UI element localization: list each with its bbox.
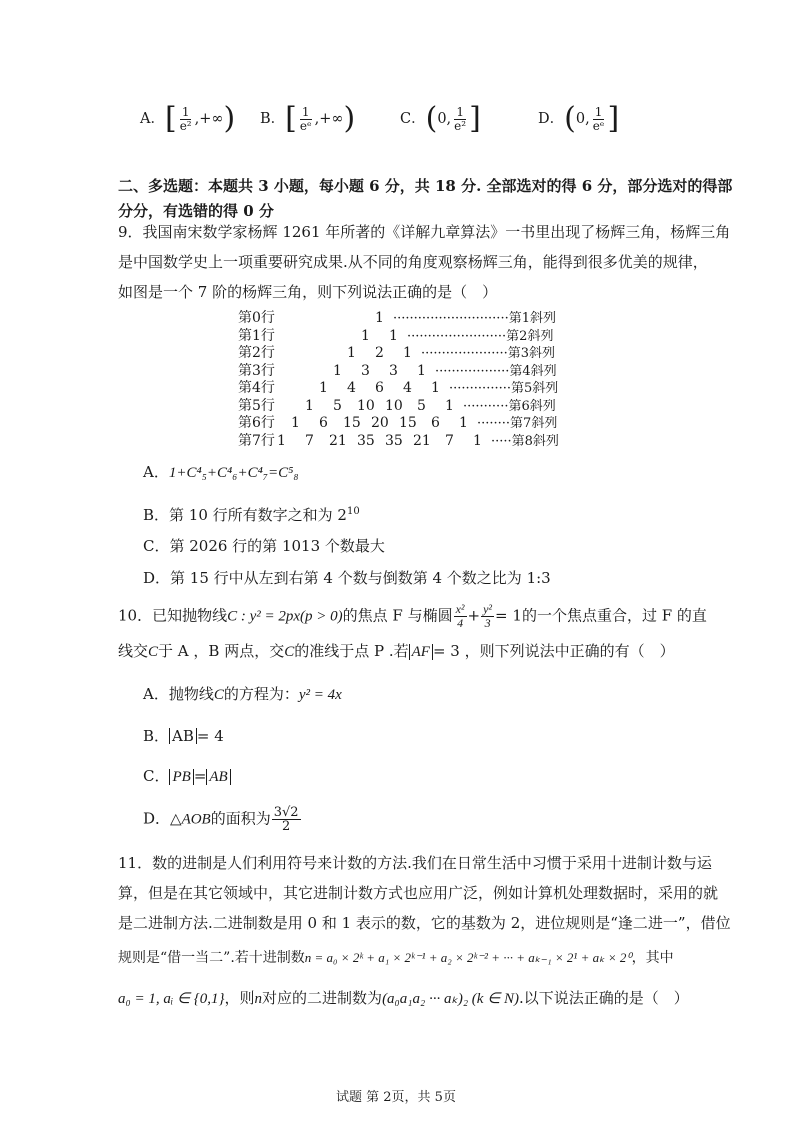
q11-stem-line5	[118, 988, 689, 1009]
text: = 1	[495, 606, 522, 625]
q9-option-b[interactable]	[143, 502, 360, 525]
binary-expansion: n = a₀ × 2ᵏ + a₁ × 2ᵏ⁻¹ + a₂ × 2ᵏ⁻² + ··· + aₖ₋₁ × 2¹ + aₖ × 2⁰	[304, 950, 632, 965]
fraction-x	[454, 603, 467, 630]
text: ，则	[224, 989, 255, 1007]
triangle-number: 10	[385, 397, 403, 414]
text: 的准线于点 P .若	[294, 642, 409, 660]
bracket: [	[164, 101, 177, 136]
symbol: C	[284, 644, 295, 660]
abs-value: AB	[206, 769, 230, 785]
text: 的一个焦点重合，过 F 的直	[521, 606, 707, 625]
triangle-number: 5	[333, 397, 342, 414]
text: 的焦点 F 与椭圆	[342, 606, 453, 625]
text: 的方程为：	[223, 685, 299, 703]
option-letter: A．	[143, 463, 169, 481]
diagonal-label: ···············第5斜列	[449, 381, 559, 396]
abs-value: AF	[409, 644, 433, 660]
q11-stem-line3: 是二进制方法.二进制数是用 0 和 1 表示的数，它的基数为 2，进位规则是“逢二进一”，借位	[118, 914, 731, 932]
exponent: 10	[346, 506, 360, 517]
q10-option-d[interactable]	[143, 806, 302, 833]
row-label: 第0行	[238, 310, 275, 326]
text: = 3 ，则下列说法中正确的有（ ）	[432, 642, 675, 660]
text: 10．已知抛物线	[118, 606, 228, 625]
row-label: 第6行	[238, 415, 275, 431]
triangle-number: 20	[371, 415, 389, 431]
triangle-number: 5	[417, 397, 426, 414]
option-letter: C．	[400, 111, 426, 127]
section-title-line2: 分分，有选错的得 0 分	[118, 202, 274, 220]
symbol: C	[148, 644, 159, 660]
triangle-number: 6	[375, 380, 384, 396]
binary-notation: (a₀a₁a₂ ··· aₖ)₂ (k ∈ N)	[382, 991, 520, 1007]
bracket: )	[343, 101, 356, 136]
q10-stem-line2	[118, 641, 675, 662]
abs-value: AB	[169, 728, 197, 744]
triangle-number: 21	[413, 432, 431, 449]
q9-stem-line3: 如图是一个 7 阶的杨辉三角，则下列说法正确的是（ ）	[118, 283, 498, 301]
q8-option-d[interactable]	[538, 101, 620, 136]
triangle-row	[0, 310, 800, 327]
triangle-number: 15	[399, 415, 417, 431]
denominator: eᵉ	[299, 118, 312, 133]
triangle-number: 1	[431, 380, 440, 396]
triangle-number: 35	[385, 432, 403, 449]
triangle-number: 2	[375, 345, 384, 361]
triangle-row	[0, 345, 800, 362]
triangle-name: AOB	[181, 811, 211, 828]
q11-stem-line2: 算，但是在其它领域中，其它进制计数方式也应用广泛，例如计算机处理数据时，采用的就	[118, 884, 719, 902]
diagonal-label: ··················第4斜列	[435, 363, 557, 379]
fraction	[591, 106, 607, 133]
bracket: ]	[607, 101, 620, 136]
numerator: 3√2	[273, 805, 299, 820]
denominator: 4	[457, 616, 464, 630]
numerator: 1	[594, 104, 603, 119]
text: A．抛物线	[143, 685, 214, 703]
bracket: (	[564, 101, 576, 136]
q8-option-c[interactable]	[400, 101, 481, 136]
triangle-number: 1	[403, 345, 412, 361]
row-label: 第1行	[238, 327, 275, 344]
bracket: [	[285, 101, 297, 136]
triangle-row	[0, 433, 800, 450]
triangle-number: 1	[291, 415, 300, 431]
interval-tail: ,+∞	[194, 111, 224, 127]
row-label: 第5行	[238, 397, 275, 414]
diagonal-label: ···········第6斜列	[463, 398, 556, 414]
option-letter: B．	[143, 727, 170, 745]
triangle-number: 1	[445, 397, 454, 414]
triangle-row	[0, 415, 800, 432]
q10-option-a[interactable]	[143, 684, 342, 705]
text: = 4	[196, 727, 224, 745]
option-letter: B．	[260, 111, 286, 127]
symbol: C	[213, 687, 224, 703]
bracket: ]	[469, 101, 481, 136]
triangle-number: 1	[417, 362, 426, 379]
text: =	[193, 767, 207, 785]
triangle-number: 1	[473, 432, 482, 449]
triangle-row	[0, 398, 800, 415]
triangle-number: 6	[431, 415, 440, 431]
denominator: 2	[282, 819, 291, 834]
interval-head: 0,	[437, 111, 452, 127]
q8-option-a[interactable]	[140, 101, 236, 136]
option-letter: C．	[143, 767, 170, 785]
option-expression: 1+C⁴₅+C⁴₆+C⁴₇=C⁵₈	[168, 465, 299, 481]
fraction-y	[481, 603, 494, 630]
symbol: n	[254, 991, 263, 1007]
text: 对应的二进制数为	[262, 989, 383, 1007]
numerator: y²	[483, 602, 493, 616]
q9-option-d[interactable]: D．第 15 行中从左到右第 4 个数与倒数第 4 个数之比为 1:3	[143, 569, 551, 587]
numerator: 1	[456, 104, 464, 119]
triangle-number: 35	[357, 432, 375, 449]
triangle-number: 15	[343, 415, 361, 431]
numerator: 1	[181, 104, 190, 119]
option-letter: D．△	[143, 809, 182, 828]
triangle-row	[0, 363, 800, 380]
option-text: B．第 10 行所有数字之和为 2	[143, 506, 347, 524]
text: ，其中	[631, 950, 674, 966]
triangle-number: 10	[357, 397, 375, 414]
denominator: e²	[179, 118, 192, 133]
text: 规则是“借一当二”.若十进制数	[118, 950, 305, 966]
triangle-row	[0, 328, 800, 345]
triangle-number: 1	[361, 327, 370, 344]
triangle-number: 4	[347, 380, 356, 396]
diagonal-label: ························第2斜列	[407, 328, 554, 344]
numerator: x²	[455, 602, 465, 616]
fraction	[452, 106, 468, 133]
diagonal-label: ·····第8斜列	[491, 433, 559, 449]
triangle-number: 7	[445, 432, 454, 449]
option-letter: D．	[538, 111, 565, 127]
q8-option-b[interactable]	[260, 101, 356, 136]
triangle-number: 4	[403, 380, 412, 396]
triangle-number: 21	[329, 432, 347, 449]
row-label: 第2行	[238, 345, 275, 361]
q10-option-c[interactable]	[143, 766, 231, 786]
triangle-number: 1	[459, 415, 468, 431]
interval-tail: ,+∞	[314, 111, 344, 127]
q11-stem-line1: 11．数的进制是人们利用符号来计数的方法.我们在日常生活中习惯于采用十进制计数与运	[118, 854, 712, 872]
triangle-number: 1	[333, 362, 342, 379]
triangle-number: 1	[347, 345, 356, 361]
q9-stem-line1: 9．我国南宋数学家杨辉 1261 年所著的《详解九章算法》一书里出现了杨辉三角，杨辉三角	[118, 223, 731, 241]
diagonal-label: ·····················第3斜列	[421, 346, 556, 361]
condition: a₀ = 1, aᵢ ∈ {0,1}	[118, 991, 225, 1007]
bracket: (	[425, 101, 438, 136]
fraction	[272, 806, 301, 833]
abs-value: PB	[169, 769, 193, 785]
q9-option-a[interactable]	[143, 462, 299, 483]
q10-stem-line1: 10．已知抛物线C : y² = 2px(p > 0)的焦点 F 与椭圆 $\frac{\text{x²}}{4}$ + $\frac{\text{y²}}{3}$ = 1的一个焦点重合，过 F 的直	[118, 602, 707, 630]
triangle-number: 1	[305, 397, 314, 414]
row-label: 第7行	[238, 432, 275, 449]
triangle-number: 3	[389, 362, 398, 379]
triangle-number: 1	[375, 310, 384, 326]
triangle-number: 6	[319, 415, 328, 431]
diagonal-label: ········第7斜列	[477, 416, 558, 431]
denominator: 3	[484, 616, 491, 630]
triangle-number: 7	[305, 432, 314, 449]
page-footer: 试题 第 2页，共 5页	[336, 1090, 456, 1105]
text: .以下说法正确的是（ ）	[519, 989, 689, 1007]
denominator: eᵉ	[592, 118, 605, 133]
interval-head: 0,	[575, 111, 590, 127]
text: 线交	[118, 642, 149, 660]
row-label: 第3行	[238, 362, 275, 379]
option-letter: A．	[140, 111, 165, 127]
numerator: 1	[301, 104, 310, 119]
triangle-number: 1	[319, 380, 328, 396]
q11-stem-line4	[118, 948, 674, 968]
text: 于 A ，B 两点，交	[158, 642, 285, 660]
denominator: e²	[454, 118, 467, 133]
triangle-number: 3	[361, 362, 370, 379]
q9-stem-line2: 是中国数学史上一项重要研究成果.从不同的角度观察杨辉三角，能得到很多优美的规律，	[118, 253, 708, 271]
equation: y² = 4x	[298, 687, 342, 703]
row-label: 第4行	[238, 380, 275, 396]
triangle-number: 1	[277, 432, 286, 449]
triangle-row	[0, 380, 800, 397]
q10-option-b[interactable]	[143, 726, 224, 746]
diagonal-label: ····························第1斜列	[393, 311, 556, 326]
triangle-number: 1	[389, 327, 398, 344]
fraction	[298, 106, 314, 133]
bracket: )	[223, 101, 236, 136]
section-title-line1: 二、多选题：本题共 3 小题，每小题 6 分，共 18 分. 全部选对的得 6 分，部分选对的得部	[118, 177, 733, 195]
fraction	[178, 106, 194, 133]
parabola-equation: C : y² = 2px(p > 0)	[227, 608, 343, 625]
text: 的面积为	[210, 809, 271, 828]
q9-option-c[interactable]: C．第 2026 行的第 1013 个数最大	[143, 537, 385, 555]
